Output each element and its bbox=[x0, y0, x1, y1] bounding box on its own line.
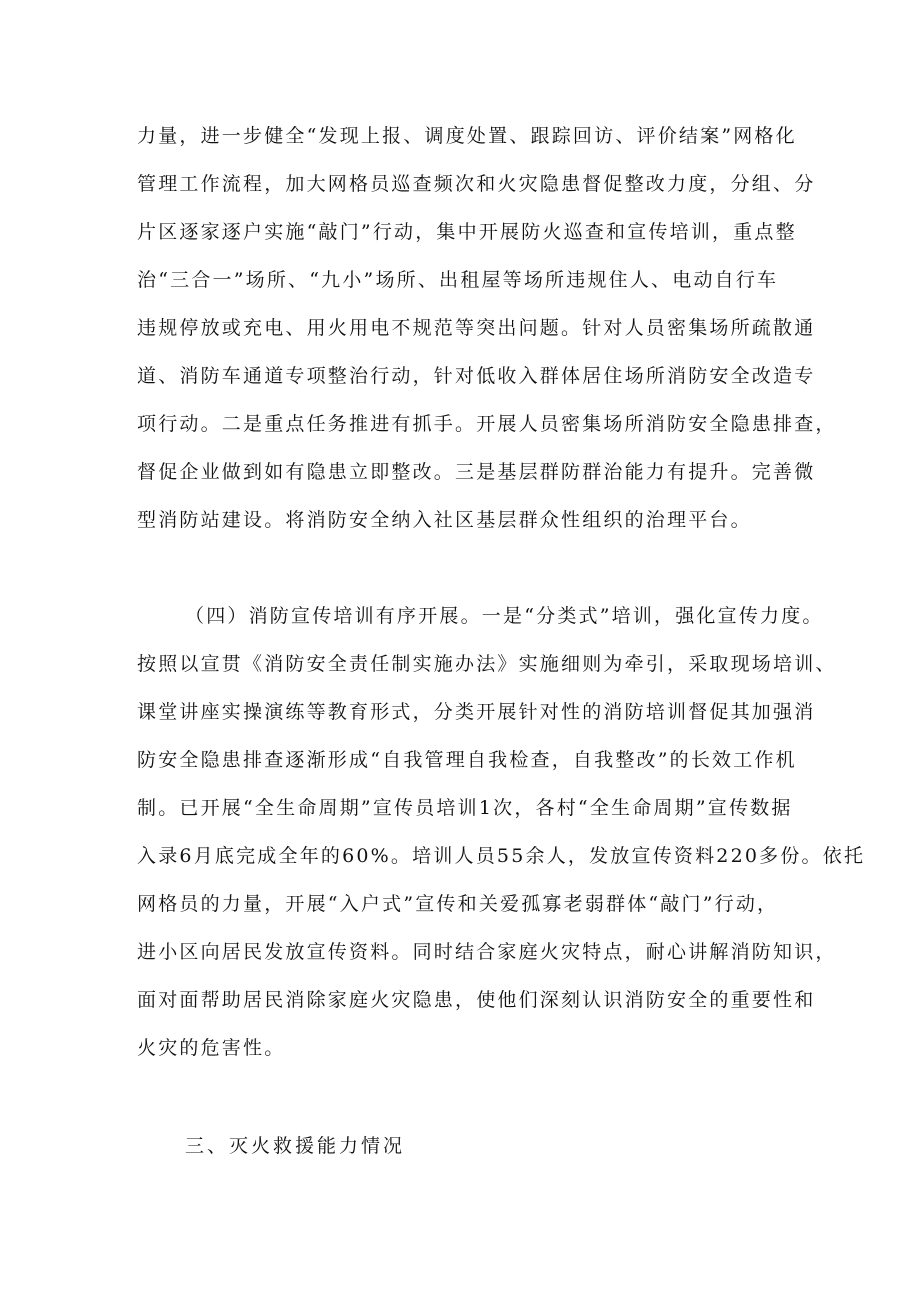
paragraph-1-line-1: 力量，进一步健全“发现上报、调度处置、跟踪回访、评价结案”网格化 bbox=[137, 125, 797, 147]
paragraph-2-line-4: 防安全隐患排查逐渐形成“自我管理自我检查，自我整改”的长效工作机 bbox=[137, 749, 797, 771]
section-heading: 三、灭火救援能力情况 bbox=[185, 1135, 406, 1157]
paragraph-2-line-8: 进小区向居民发放宣传资料。同时结合家庭火灾特点，耐心讲解消防知识， bbox=[137, 941, 837, 963]
paragraph-1-line-3: 片区逐家逐户实施“敲门”行动，集中开展防火巡查和宣传培训，重点整 bbox=[137, 221, 797, 243]
paragraph-1-line-5: 违规停放或充电、用火用电不规范等突出问题。针对人员密集场所疏散通 bbox=[137, 317, 816, 339]
paragraph-1-line-9: 型消防站建设。将消防安全纳入社区基层群众性组织的治理平台。 bbox=[137, 509, 752, 531]
paragraph-1-line-6: 道、消防车通道专项整治行动，针对低收入群体居住场所消防安全改造专 bbox=[137, 365, 816, 387]
paragraph-2-line-7: 网格员的力量，开展“入户式”宣传和关爱孤寡老弱群体“敲门”行动， bbox=[137, 893, 779, 915]
paragraph-1-line-4: 治“三合一”场所、“九小”场所、出租屋等场所违规住人、电动自行车 bbox=[137, 269, 779, 291]
paragraph-1-line-7: 项行动。二是重点任务推进有抓手。开展人员密集场所消防安全隐患排查， bbox=[137, 413, 837, 435]
paragraph-1-line-8: 督促企业做到如有隐患立即整改。三是基层群防群治能力有提升。完善微 bbox=[137, 461, 816, 483]
paragraph-2-line-5: 制。已开展“全生命周期”宣传员培训1次，各村“全生命周期”宣传数据 bbox=[137, 797, 793, 819]
paragraph-1-line-2: 管理工作流程，加大网格员巡查频次和火灾隐患督促整改力度，分组、分 bbox=[137, 173, 816, 195]
paragraph-2-line-3: 课堂讲座实操演练等教育形式，分类开展针对性的消防培训督促其加强消 bbox=[137, 701, 816, 723]
paragraph-2-line-10: 火灾的危害性。 bbox=[137, 1037, 286, 1059]
paragraph-2-line-9: 面对面帮助居民消除家庭火灾隐患，使他们深刻认识消防安全的重要性和 bbox=[137, 989, 816, 1011]
paragraph-2-line-6: 入录6月底完成全年的60%。培训人员55余人，发放宣传资料220多份。依托 bbox=[137, 845, 866, 867]
paragraph-2-line-2: 按照以宣贯《消防安全责任制实施办法》实施细则为牵引，采取现场培训、 bbox=[137, 653, 837, 675]
paragraph-2-line-1: （四）消防宣传培训有序开展。一是“分类式”培训，强化宣传力度。 bbox=[185, 605, 824, 627]
